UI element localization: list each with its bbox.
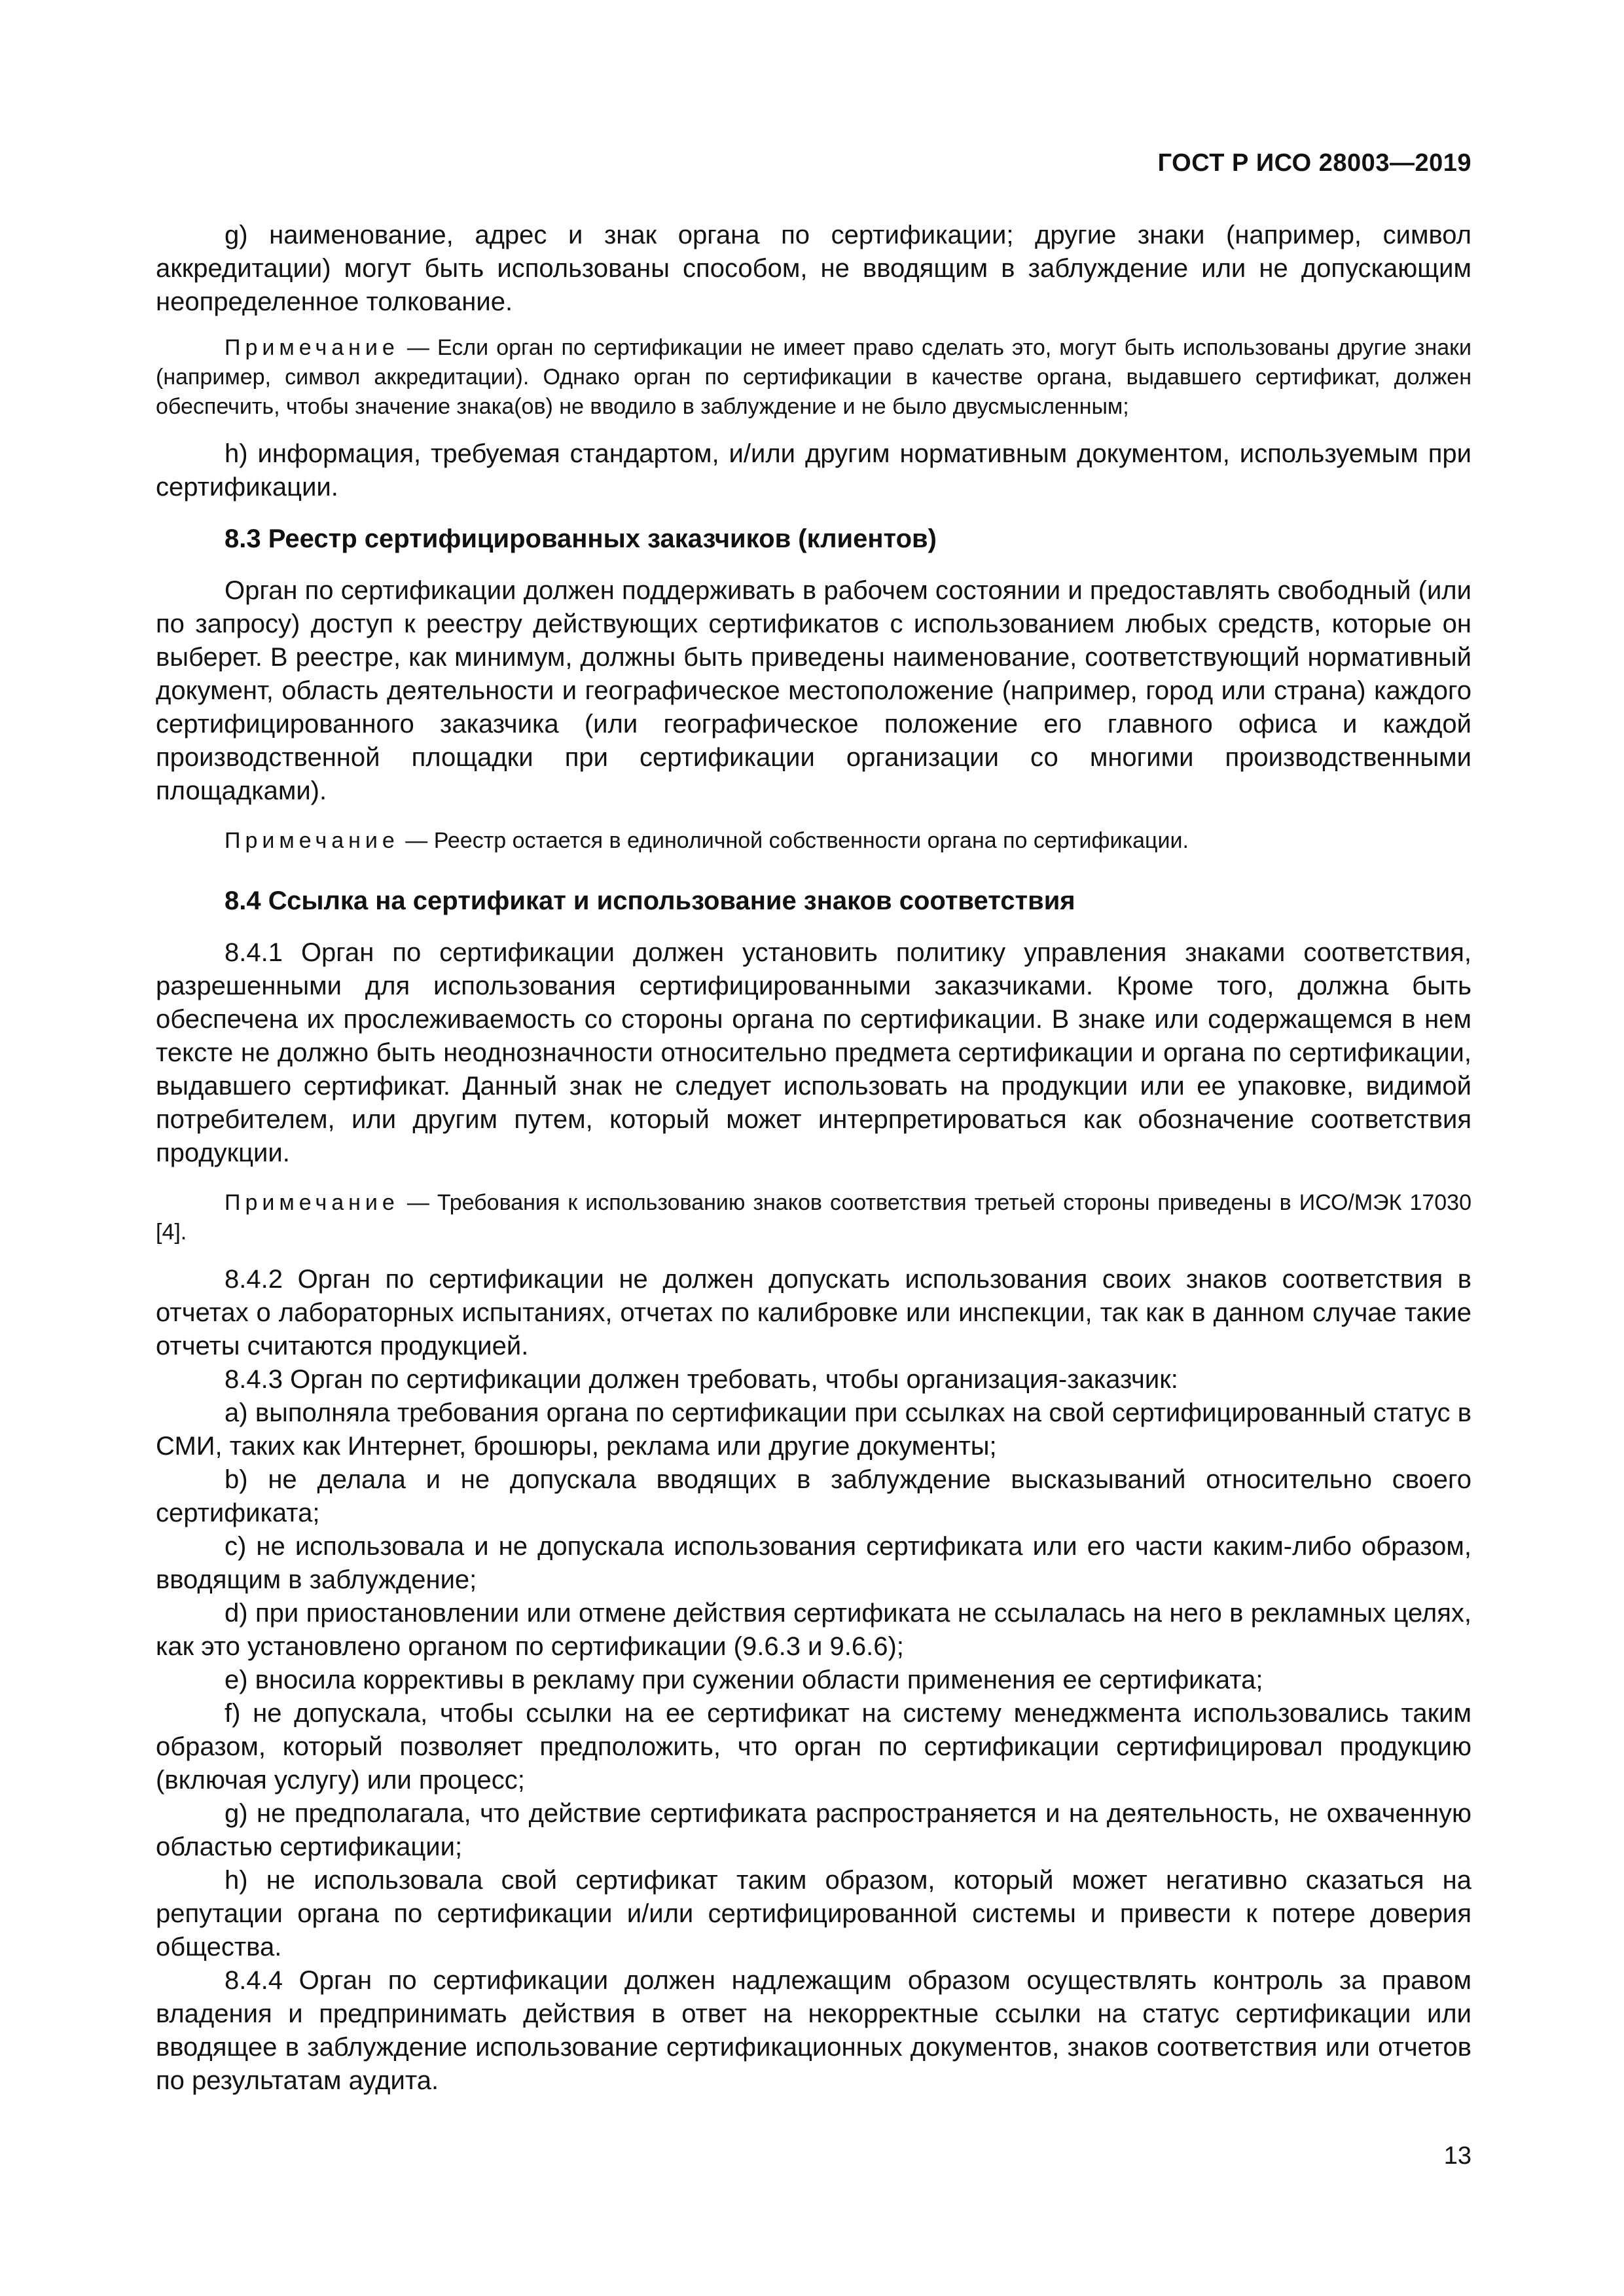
list-item-g: g) наименование, адрес и знак органа по сертификации; другие знаки (например, символ аккредитации) могут быть использованы способом, не вводящим в заблуждение или не допускающим неопределенное толкование. xyxy=(156,221,1471,316)
section-heading-8-4: 8.4 Ссылка на сертификат и использование знаков соответствия xyxy=(225,886,1075,915)
note-label: Примечание xyxy=(225,828,399,853)
list-item-d: d) при приостановлении или отмене действия сертификата не ссылалась на него в рекламных целях, как это установлено органом по сертификации (9.6.3 и 9.6.6); xyxy=(156,1599,1471,1661)
note-text: — Реестр остается в единоличной собственности органа по сертификации. xyxy=(399,828,1189,853)
note-3 xyxy=(156,1188,1471,1247)
list-item-b: b) не делала и не допускала вводящих в заблуждение высказываний относительно своего сертификата; xyxy=(156,1465,1471,1527)
page-content xyxy=(156,219,1471,2098)
document-header: ГОСТ Р ИСО 28003—2019 xyxy=(1157,149,1471,177)
section-heading-8-3: 8.3 Реестр сертифицированных заказчиков (клиентов) xyxy=(225,524,937,553)
list-item-g2: g) не предполагала, что действие сертификата распространяется и на деятельность, не охваченную областью сертификации; xyxy=(156,1799,1471,1861)
list-item-e: e) вносила коррективы в рекламу при сужении области применения ее сертификата; xyxy=(225,1666,1263,1694)
paragraph-8-4-1: 8.4.1 Орган по сертификации должен установить политику управления знаками соответствия, разрешенными для использования сертифицированными заказчиками. Кроме того, должна быть обеспечена их прослеживаемость со стороны органа по сертификации. В знаке или содержащемся в нем тексте не должно быть неоднозначности относительно предмета сертификации и органа по сертификации, выдавшего сертификат. Данный знак не следует использовать на продукции или ее упаковке, видимой потребителем, или другим путем, который может интерпретироваться как обозначение соответствия продукции. xyxy=(156,938,1471,1167)
list-item-h: h) информация, требуемая стандартом, и/или другим нормативным документом, используемым при сертификации. xyxy=(156,439,1471,501)
list-item-h2: h) не использовала свой сертификат таким образом, который может негативно сказаться на репутации органа по сертификации и/или сертифицированной системы и привести к потере доверия общества. xyxy=(156,1866,1471,1961)
note-label: Примечание xyxy=(225,335,399,360)
paragraph-8-3: Орган по сертификации должен поддерживать в рабочем состоянии и предоставлять свободный (или по запросу) доступ к реестру действующих сертификатов с использованием любых средств, которые он выберет. В реестре, как минимум, должны быть приведены наименование, соответствующий нормативный документ, область деятельности и географическое местоположение (например, город или страна) каждого сертифицированного заказчика (или географическое положение его главного офиса и каждой производственной площадки при сертификации организации со многими производственными площадками). xyxy=(156,576,1471,805)
paragraph-8-4-2: 8.4.2 Орган по сертификации не должен допускать использования своих знаков соответствия в отчетах о лабораторных испытаниях, отчетах по калибровке или инспекции, так как в данном случае такие отчеты считаются продукцией. xyxy=(156,1265,1471,1360)
list-item-f: f) не допускала, чтобы ссылки на ее сертификат на систему менеджмента использовались таким образом, который позволяет предположить, что орган по сертификации сертифицировал продукцию (включая услугу) или процесс; xyxy=(156,1699,1471,1795)
list-item-a: a) выполняла требования органа по сертификации при ссылках на свой сертифицированный статус в СМИ, таких как Интернет, брошюры, реклама или другие документы; xyxy=(156,1398,1471,1461)
paragraph-8-4-4: 8.4.4 Орган по сертификации должен надлежащим образом осуществлять контроль за правом владения и предпринимать действия в ответ на некорректные ссылки на статус сертификации или вводящее в заблуждение использование сертификационных документов, знаков соответствия или отчетов по результатам аудита. xyxy=(156,1966,1471,2095)
page-number: 13 xyxy=(1443,2142,1471,2170)
paragraph-8-4-3: 8.4.3 Орган по сертификации должен требовать, чтобы организация-заказчик: xyxy=(225,1365,1178,1394)
note-text: — Если орган по сертификации не имеет право сделать это, могут быть использованы другие знаки (например, символ аккредитации). Однако орган по сертификации в качестве органа, выдавшего сертификат, должен обеспечить, чтобы значение знака(ов) не вводило в заблуждение и не было двусмысленным; xyxy=(156,335,1471,419)
note-label: Примечание xyxy=(225,1190,399,1215)
note-2 xyxy=(156,826,1471,856)
note-1 xyxy=(156,333,1471,422)
note-text: — Требования к использованию знаков соответствия третьей стороны приведены в ИСО/МЭК 17030 [4]. xyxy=(156,1190,1471,1245)
list-item-c: c) не использовала и не допускала использования сертификата или его части каким-либо образом, вводящим в заблуждение; xyxy=(156,1532,1471,1594)
